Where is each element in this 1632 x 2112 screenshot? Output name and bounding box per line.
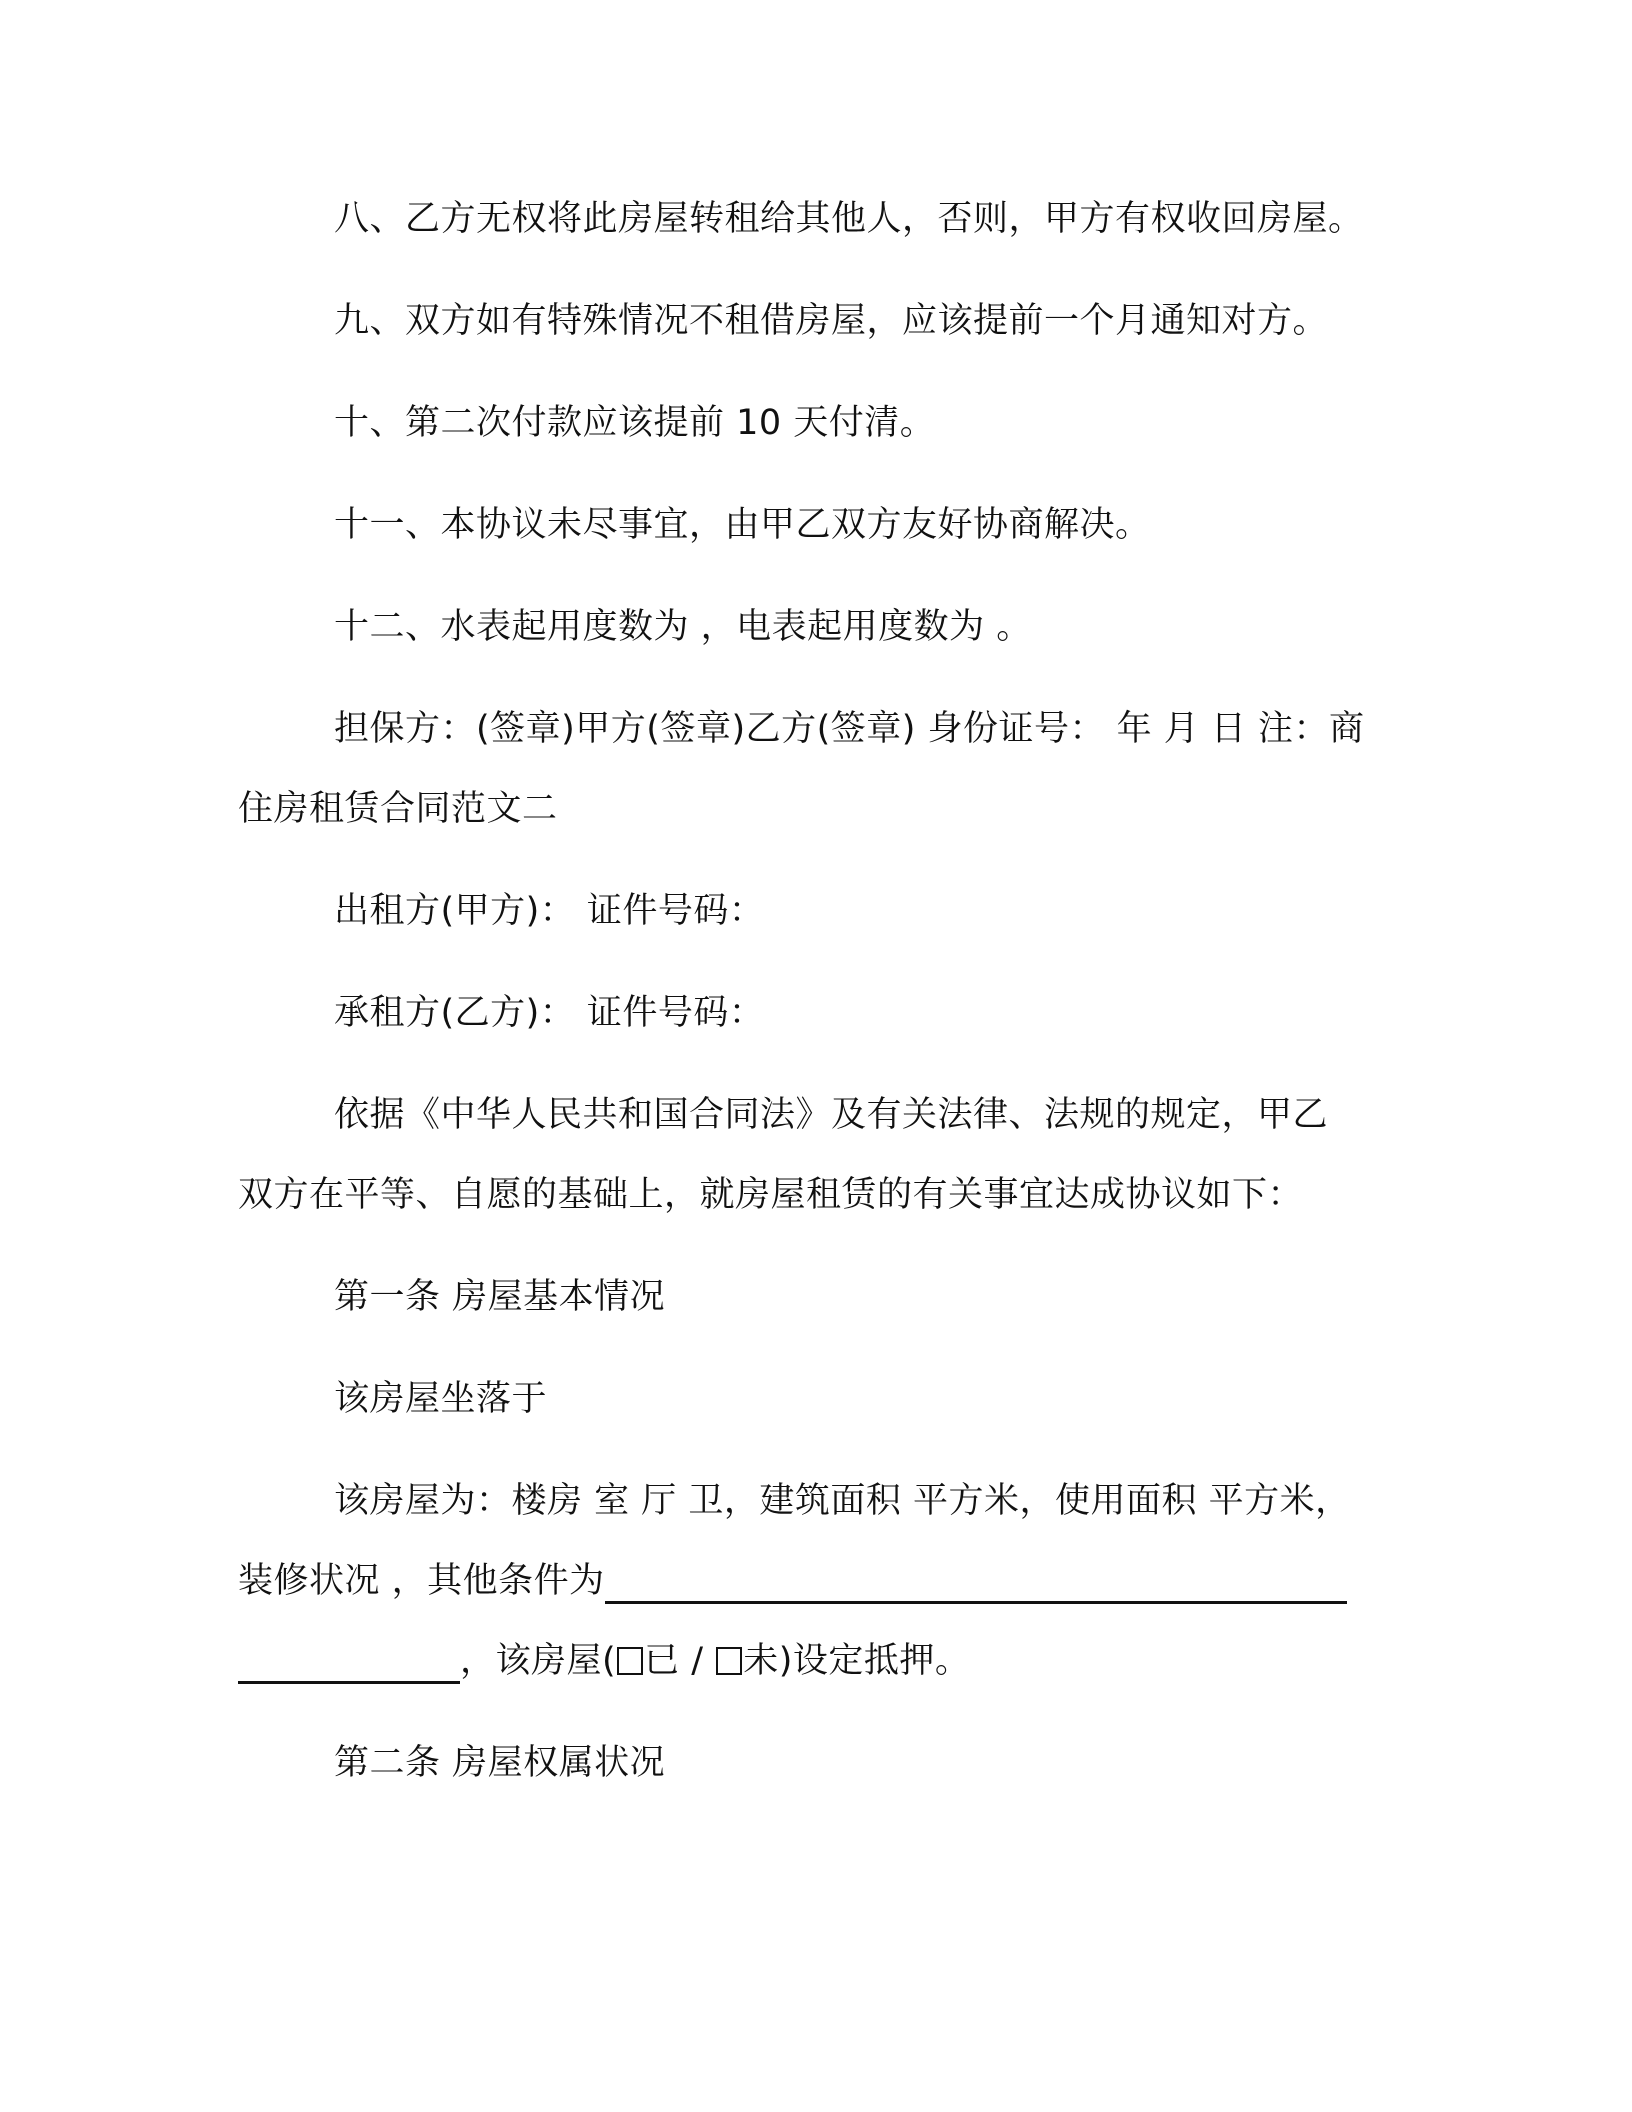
- mortgage-option-yes: 已 /: [644, 1641, 716, 1681]
- article-1-location: 该房屋坐落于: [334, 1379, 548, 1419]
- checkbox-mortgaged-yes[interactable]: [617, 1647, 643, 1675]
- checkbox-mortgaged-no[interactable]: [716, 1647, 742, 1675]
- mortgage-option-no: 未)设定抵押。: [743, 1641, 971, 1681]
- article-1-title: 第一条 房屋基本情况: [334, 1277, 666, 1317]
- article-1-description-line-1: 该房屋为：楼房 室 厅 卫，建筑面积 平方米，使用面积 平方米，: [334, 1481, 1351, 1521]
- article-1-description-text: 装修状况 ，其他条件为: [238, 1561, 605, 1601]
- signature-line-2: 住房租赁合同范文二: [238, 789, 558, 829]
- fill-in-blank-long: [605, 1565, 1347, 1604]
- signature-line-1: 担保方：(签章)甲方(签章)乙方(签章) 身份证号： 年 月 日 注：商: [334, 709, 1365, 749]
- legal-basis-line-2: 双方在平等、自愿的基础上，就房屋租赁的有关事宜达成协议如下：: [238, 1175, 1304, 1215]
- article-1-description-line-3: [238, 1638, 970, 1684]
- clause-10: 十、第二次付款应该提前 10 天付清。: [334, 403, 936, 443]
- lessee-line: 承租方(乙方)： 证件号码：: [334, 993, 765, 1033]
- mortgage-prefix: ，该房屋(: [460, 1641, 617, 1681]
- legal-basis-line-1: 依据《中华人民共和国合同法》及有关法律、法规的规定，甲乙: [334, 1095, 1329, 1135]
- clause-12: 十二、水表起用度数为 ，电表起用度数为 。: [334, 607, 1032, 647]
- lessor-line: 出租方(甲方)： 证件号码：: [334, 891, 765, 931]
- article-2-title: 第二条 房屋权属状况: [334, 1743, 666, 1783]
- clause-9: 九、双方如有特殊情况不租借房屋，应该提前一个月通知对方。: [334, 301, 1329, 341]
- clause-8: 八、乙方无权将此房屋转租给其他人，否则，甲方有权收回房屋。: [334, 199, 1364, 239]
- article-1-description-line-2: [238, 1558, 1347, 1604]
- clause-11: 十一、本协议未尽事宜，由甲乙双方友好协商解决。: [334, 505, 1151, 545]
- fill-in-blank-short: [238, 1645, 460, 1684]
